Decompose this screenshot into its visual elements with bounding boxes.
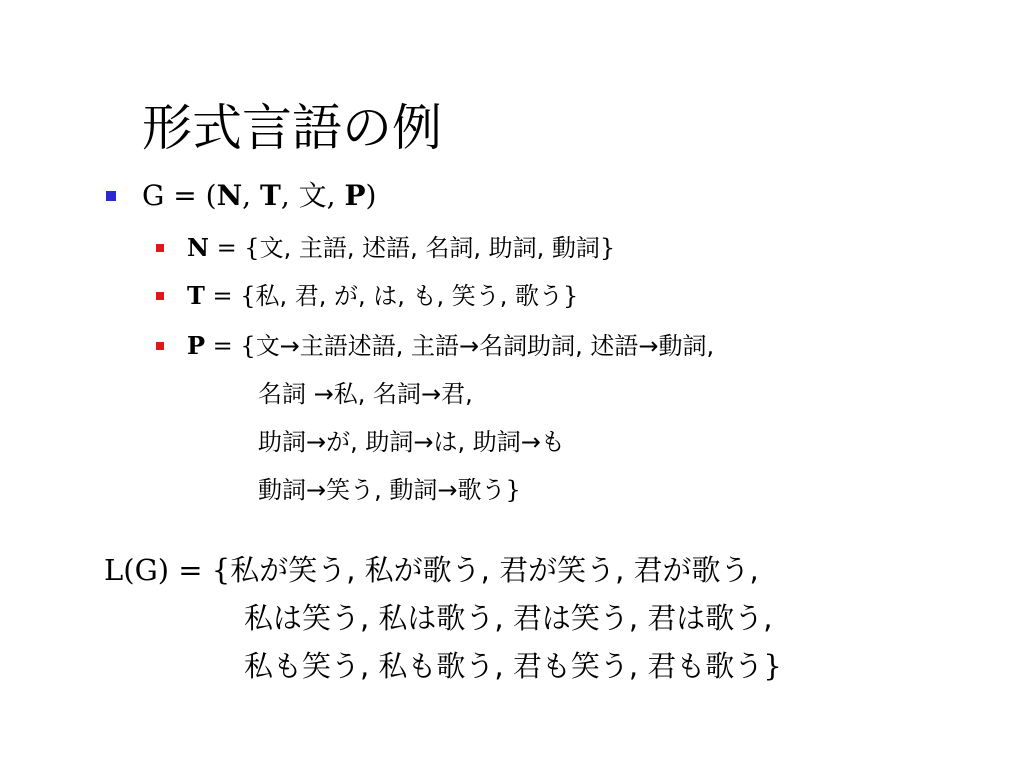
grammar-p: P — [344, 179, 366, 212]
bullet-icon — [156, 342, 164, 350]
language-close: } — [763, 649, 782, 683]
grammar-sep: , — [326, 179, 345, 212]
terminals-items: 私, 君, が, は, も, 笑う, 歌う — [255, 282, 564, 310]
terminals-close: } — [563, 282, 579, 310]
nonterminals-eq: = { — [208, 234, 260, 262]
bullet-icon — [156, 292, 164, 300]
language-definition — [104, 550, 759, 590]
productions-eq: = { — [205, 332, 256, 360]
nonterminals-symbol: N — [187, 233, 209, 262]
productions-definition — [187, 326, 714, 366]
productions-symbol: P — [187, 331, 206, 360]
language-last-line — [244, 646, 782, 686]
grammar-sep: , — [242, 179, 260, 212]
language-sentences-line: 私も笑う, 私も歌う, 君も笑う, 君も歌う — [244, 649, 764, 683]
grammar-start-symbol: 文 — [298, 179, 327, 212]
grammar-t: T — [259, 179, 281, 212]
grammar-suffix: ) — [365, 179, 377, 212]
language-sentences-line: 私が笑う, 私が歌う, 君が笑う, 君が歌う, — [230, 553, 759, 587]
nonterminals-close: } — [599, 234, 616, 262]
bullet-icon — [106, 191, 116, 201]
terminals-symbol: T — [187, 281, 205, 310]
nonterminals-items: 文, 主語, 述語, 名詞, 助詞, 動詞 — [259, 234, 600, 262]
grammar-n: N — [216, 179, 243, 212]
grammar-sep: , — [280, 179, 299, 212]
production-rules-line: 助詞→が, 助詞→は, 助詞→も — [258, 428, 565, 456]
terminals-eq: = { — [204, 282, 256, 310]
language-label: L(G) = { — [104, 553, 231, 587]
grammar-prefix: G = ( — [142, 179, 217, 212]
bullet-icon — [156, 244, 164, 252]
language-sentences-line: 私は笑う, 私は歌う, 君は笑う, 君は歌う, — [244, 601, 773, 635]
terminals-definition — [187, 276, 578, 316]
productions-close: } — [505, 476, 521, 504]
grammar-definition — [142, 176, 376, 216]
production-rules-last-line — [258, 470, 521, 510]
production-rules-line: 名詞 →私, 名詞→君, — [258, 380, 473, 408]
nonterminals-definition — [187, 228, 615, 268]
slide-title: 形式言語の例 — [142, 99, 442, 157]
production-rules-line: 動詞→笑う, 動詞→歌う — [258, 476, 506, 504]
production-rules-line: 文→主語述語, 主語→名詞助詞, 述語→動詞, — [255, 332, 715, 360]
